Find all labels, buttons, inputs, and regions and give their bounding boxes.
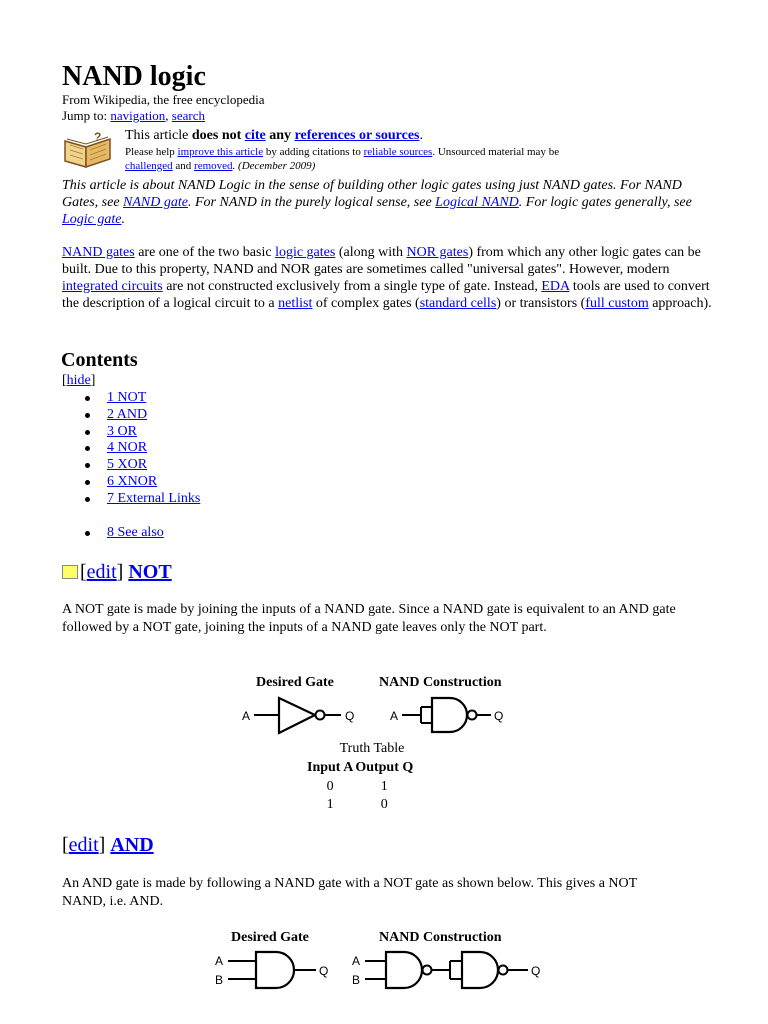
input-a-label: A [215,954,224,968]
not-nand-construction-diagram [388,694,518,738]
tt-cell: 0 [380,797,388,812]
toc-item [62,389,200,406]
toc-item [62,406,200,423]
toc-link-or[interactable]: 3 OR [107,423,137,439]
intro-text-5: tools are used to convert the description of a logical circuit to a [62,279,710,311]
bullet [85,480,90,485]
intro-text-4: are not constructed exclusively from a single type of gate. Instead, [166,279,538,294]
full-custom-link[interactable]: full custom [585,296,649,311]
toc-item [62,423,200,440]
notice-bold-2: any [269,128,292,143]
edit-not-link[interactable]: edit [86,561,117,583]
help-text-2: by adding citations to [265,146,361,158]
bullet [85,446,90,451]
nand-gates-link[interactable]: NAND gates [62,245,135,260]
article-meta [62,92,264,124]
improve-link[interactable]: improve this article [177,146,264,158]
toc-item [62,439,200,456]
intro-text-7: ) or transistors ( [496,296,586,311]
toc-list [62,389,200,540]
tt-header: Input A [307,760,354,775]
from-line: From Wikipedia, the free encyclopedia [62,92,265,107]
output-q-label: Q [494,709,504,723]
bracket: [ [62,373,67,388]
intro-text-6: of complex gates ( [315,296,420,311]
tt-cell: 0 [326,779,334,794]
jump-navigation-link[interactable]: navigation [110,108,166,123]
book-icon [62,129,114,169]
toc-link-xor[interactable]: 5 XOR [107,457,148,473]
toc-item [62,490,200,507]
toc-link-nor[interactable]: 4 NOR [107,440,148,456]
and-nand-construction-diagram [350,948,550,992]
input-b-label: B [352,973,361,987]
help-and: and [175,160,192,172]
not-desired-label: Desired Gate [256,675,334,690]
intro-paragraph [62,244,712,312]
svg-text:?: ? [94,130,102,144]
hatnote-text-2: . For NAND in the purely logical sense, see [188,195,432,210]
hatnote [62,177,702,228]
toc-link-not[interactable]: 1 NOT [107,390,147,405]
toc-title: Contents [61,349,138,371]
not-construction-label: NAND Construction [379,675,502,690]
not-gate-diagram [238,694,368,738]
tt-header: Output Q [355,760,414,775]
bracket: ] [90,373,96,388]
output-q-label: Q [319,964,329,978]
and-heading [62,833,154,857]
bracket: [ [80,561,87,583]
integrated-circuits-link[interactable]: integrated circuits [62,279,163,294]
tt-cell: 1 [380,779,388,794]
challenged-link[interactable]: challenged [125,160,173,172]
toc-item [62,473,200,490]
not-heading [62,560,172,584]
hatnote-text-3: . For logic gates generally, see [518,195,692,210]
notice-help [125,145,705,173]
not-truth-table [306,740,438,814]
jump-search-link[interactable]: search [171,108,205,123]
notice-end: . [419,128,423,143]
bullet [85,497,90,502]
notice-main [125,127,705,145]
and-construction-label: NAND Construction [379,930,502,945]
bullet [85,531,90,536]
and-desired-label: Desired Gate [231,930,309,945]
and-body: An AND gate is made by following a NAND gate with a NOT gate as shown below. This gives a NOT NAND, i.e. AND. [62,876,637,909]
references-link[interactable]: references or sources [294,128,420,143]
intro-text-2: (along with [338,245,403,260]
toc-item [62,524,200,541]
notice-bold: does not [191,128,242,143]
toc-link-see-also[interactable]: 8 See also [107,524,164,540]
standard-cells-link[interactable]: standard cells [419,296,497,311]
toc-hide-link[interactable]: hide [66,373,91,388]
bullet [85,413,90,418]
help-text-3: . Unsourced material may be [432,146,560,158]
removed-link[interactable]: removed [194,160,233,172]
bracket: [ [62,834,69,856]
toc-hide [62,372,95,389]
notice-date: . (December 2009) [232,160,316,172]
bracket: ] [116,561,124,583]
help-text: Please help [125,146,175,158]
bullet [85,430,90,435]
toc-link-external[interactable]: 7 External Links [107,490,201,506]
input-b-label: B [215,973,224,987]
jump-label: Jump to: [62,108,108,123]
output-q-label: Q [345,709,355,723]
logic-gate-link[interactable]: Logic gate [62,212,122,227]
nand-gate-link[interactable]: NAND gate [123,195,188,210]
bullet [85,396,90,401]
hatnote-text-4: . [121,212,125,227]
intro-text: are one of the two basic [138,245,272,260]
jump-separator: , [165,108,169,123]
output-q-label: Q [531,964,541,978]
intro-text-3: ) from which any other logic gates can be built. Due to this property, NAND and NOR gates are sometimes called "universal gates". However, modern [62,245,701,277]
pencil-icon [62,565,78,579]
input-a-label: A [242,709,251,723]
toc-item [62,456,200,473]
notice-text: This article [125,128,189,143]
hatnote-text: This article is about NAND Logic in the sense of building other logic gates using just NAND gates. For NAND Gates, see [62,178,682,210]
toc-link-and[interactable]: 2 AND [107,406,148,422]
toc-link-xnor[interactable]: 6 XNOR [107,473,158,489]
bracket: ] [98,834,106,856]
jump-line [62,108,264,124]
not-title-link[interactable]: NOT [128,561,172,583]
page-title: NAND logic [62,61,206,92]
nor-gates-link[interactable]: NOR gates [406,245,469,260]
intro-text-8: approach). [652,296,712,311]
tt-cell: 1 [326,797,334,812]
logical-nand-link[interactable]: Logical NAND [435,195,519,210]
cite-link[interactable]: cite [244,128,266,143]
input-a-label: A [390,709,399,723]
truth-table-caption: Truth Table [339,741,405,756]
edit-and-link[interactable]: edit [68,834,99,856]
bullet [85,463,90,468]
reliable-sources-link[interactable]: reliable sources [363,146,433,158]
netlist-link[interactable]: netlist [278,296,313,311]
and-title-link[interactable]: AND [110,834,154,856]
and-gate-diagram [212,948,342,992]
not-body: A NOT gate is made by joining the inputs of a NAND gate. Since a NAND gate is equivalent to an AND gate followed by a NOT gate, joining the inputs of a NAND gate leaves only the NOT part. [62,602,676,635]
eda-link[interactable]: EDA [541,279,570,294]
input-a-label: A [352,954,361,968]
logic-gates-link[interactable]: logic gates [275,245,336,260]
